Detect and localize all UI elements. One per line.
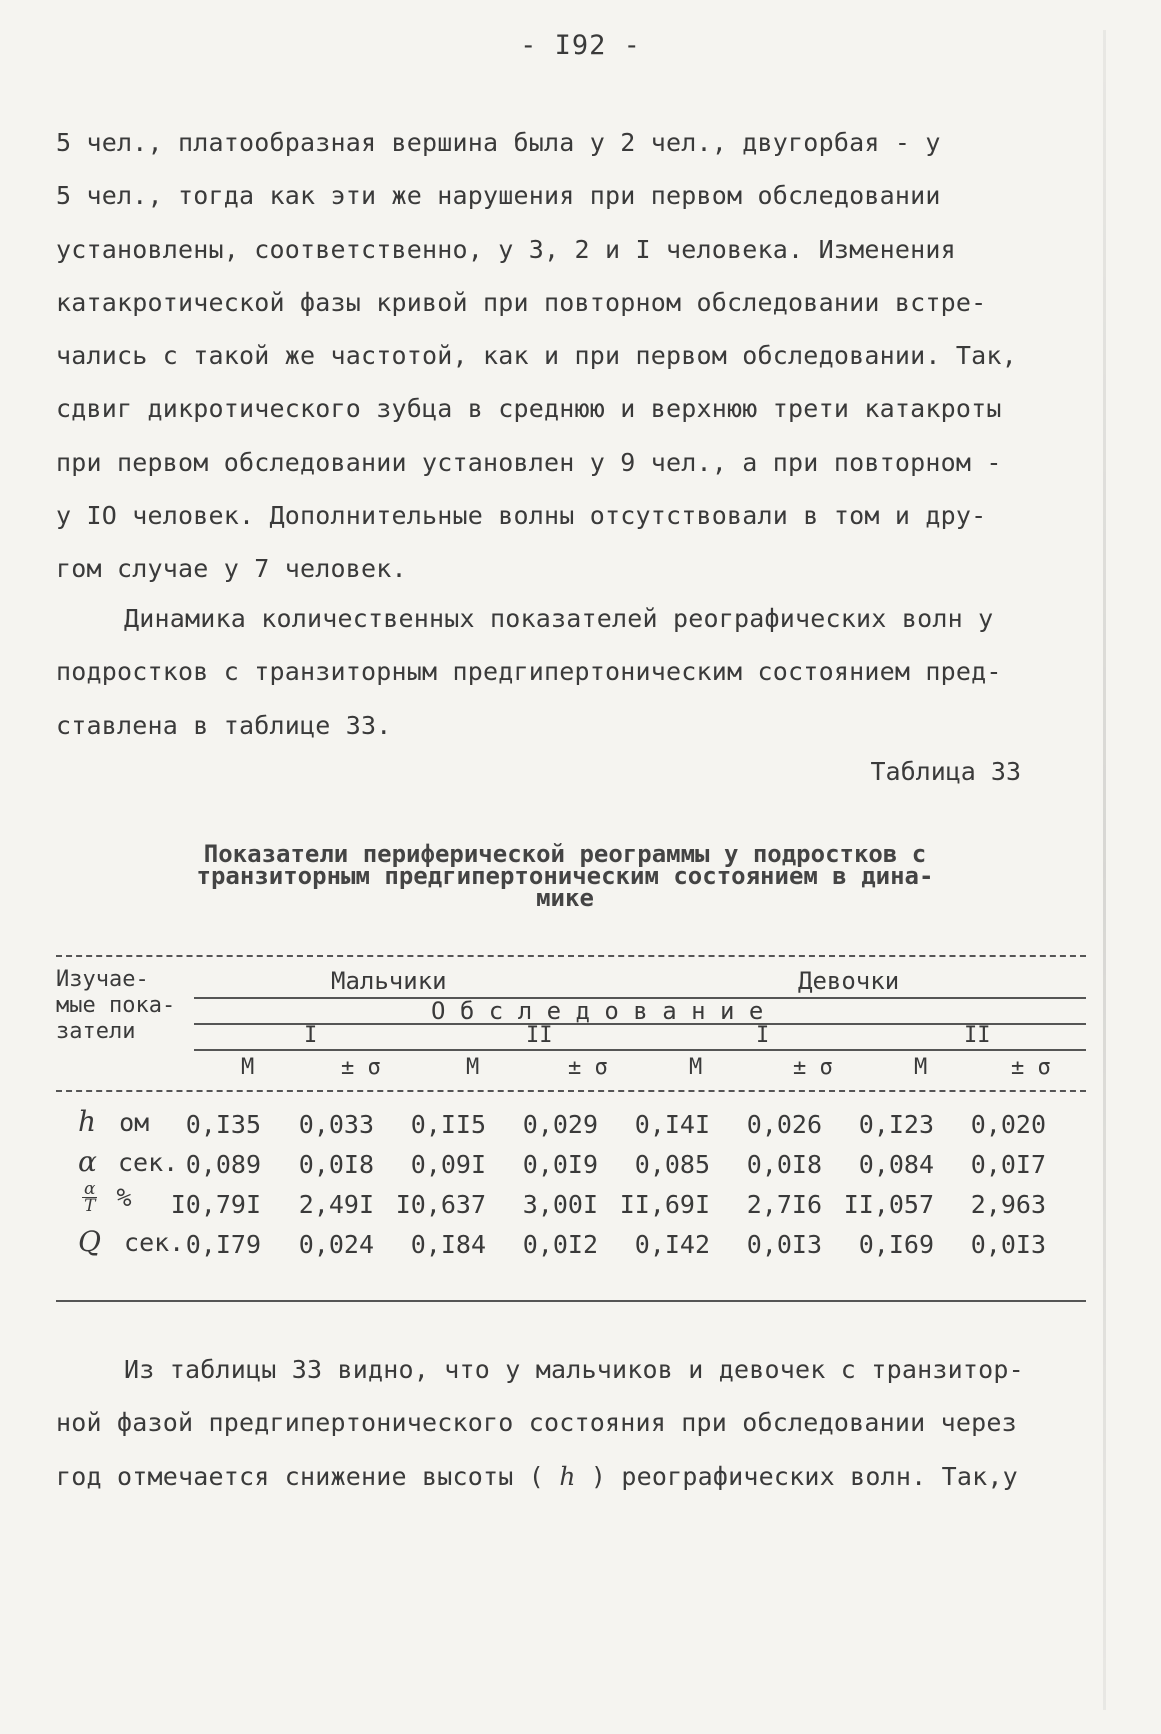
- table-cell: 0,I69: [858, 1230, 934, 1259]
- corner-header-line: мые пока-: [56, 993, 176, 1018]
- row-unit: сек.: [124, 1228, 185, 1257]
- corner-header-line: Изучае-: [56, 967, 149, 992]
- table-cell: 0,0I3: [746, 1230, 822, 1259]
- table-caption-line: мике: [536, 884, 594, 912]
- table-cell: 0,033: [298, 1110, 374, 1139]
- paragraph-line: 5 чел., тогда как эти же нарушения при первом обследовании: [56, 181, 941, 211]
- col-header-m: M: [914, 1055, 928, 1080]
- table-caption-line: Показатели периферической реограммы у подростков с: [203, 840, 927, 868]
- exam-number-girls-1: I: [756, 1023, 770, 1048]
- table-label: Таблица 33: [870, 757, 1021, 786]
- paragraph-line: при первом обследовании установлен у 9 чел., а при повторном -: [56, 447, 1002, 477]
- table-cell: 2,7I6: [746, 1190, 822, 1219]
- exam-underline: [194, 1023, 1086, 1025]
- table-cell: 0,020: [970, 1110, 1046, 1139]
- table-cell: 0,085: [634, 1150, 710, 1179]
- alpha-symbol: α: [78, 1145, 97, 1178]
- corner-header-line: затели: [56, 1019, 136, 1044]
- table-cell: 3,00I: [522, 1190, 598, 1219]
- table-cell: 0,II5: [410, 1110, 486, 1139]
- table-cell: I0,79I: [170, 1190, 261, 1219]
- table-cell: 0,0I9: [522, 1150, 598, 1179]
- col-header-m: M: [241, 1055, 255, 1080]
- table-cell: 0,024: [298, 1230, 374, 1259]
- table-cell: 0,0I7: [970, 1150, 1046, 1179]
- alpha-over-t-symbol: [82, 1181, 97, 1214]
- row-unit: ом: [119, 1108, 150, 1137]
- table-cell: II,69I: [619, 1190, 710, 1219]
- table-cell: 0,089: [185, 1150, 261, 1179]
- data-table: [56, 955, 1086, 1325]
- paragraph-line: у IO человек. Дополнительные волны отсутствовали в том и дру-: [56, 501, 987, 531]
- paragraph-line: Динамика количественных показателей реографических волн у: [124, 604, 994, 633]
- col-header-sigma: ± σ: [793, 1055, 833, 1080]
- table-cell: 0,084: [858, 1150, 934, 1179]
- group-header-boys: Мальчики: [331, 967, 447, 995]
- q-symbol: Q: [78, 1225, 101, 1258]
- exam-number-underline: [194, 1049, 1086, 1051]
- col-header-sigma: ± σ: [341, 1055, 381, 1080]
- table-cell: 0,0I2: [522, 1230, 598, 1259]
- fraction-numerator: α: [84, 1179, 96, 1199]
- table-cell: 0,0I8: [746, 1150, 822, 1179]
- exam-number-girls-2: II: [964, 1023, 991, 1048]
- table-cell: 0,0I8: [298, 1150, 374, 1179]
- group-header-girls: Девочки: [798, 967, 900, 995]
- row-unit: %: [116, 1183, 132, 1212]
- paragraph-2: [56, 592, 1066, 752]
- table-cell: 0,I4I: [634, 1110, 710, 1139]
- paragraph-1: [56, 116, 1066, 596]
- col-header-m: M: [689, 1055, 703, 1080]
- table-rule-top: [56, 955, 1086, 957]
- table-cell: I0,637: [395, 1190, 486, 1219]
- table-cell: 0,I42: [634, 1230, 710, 1259]
- table-cell: 0,0I3: [970, 1230, 1046, 1259]
- row-label-h: [78, 1105, 149, 1138]
- col-header-sigma: ± σ: [568, 1055, 608, 1080]
- col-header-m: M: [466, 1055, 480, 1080]
- paragraph-line: ной фазой предгипертонического состояния при обследовании через: [56, 1408, 1017, 1438]
- row-unit: сек.: [117, 1148, 179, 1177]
- table-cell: 2,49I: [298, 1190, 374, 1219]
- paragraph-line: подростков с транзиторным предгипертоническим состоянием пред-: [56, 657, 1002, 687]
- table-rule-header: [56, 1090, 1086, 1092]
- row-label-alpha-over-t: [82, 1181, 132, 1214]
- paragraph-line: гом случае у 7 человек.: [56, 554, 407, 584]
- paragraph-text: ) реографических волн. Так,у: [590, 1461, 1018, 1491]
- table-caption: [150, 840, 980, 912]
- page-edge-shadow: [1103, 30, 1106, 1710]
- table-cell: 0,I23: [858, 1110, 934, 1139]
- h-symbol: h: [559, 1461, 576, 1491]
- table-cell: 0,I84: [410, 1230, 486, 1259]
- table-rule-bottom: [56, 1300, 1086, 1302]
- paragraph-3: [56, 1343, 1066, 1503]
- paragraph-line: Из таблицы 33 видно, что у мальчиков и девочек с транзитор-: [124, 1355, 1024, 1384]
- h-symbol: h: [78, 1105, 97, 1138]
- exam-number-boys-2: II: [526, 1023, 553, 1048]
- paragraph-line: 5 чел., платообразная вершина была у 2 чел., двугорбая - у: [56, 128, 941, 157]
- col-header-sigma: ± σ: [1011, 1055, 1051, 1080]
- table-cell: II,057: [843, 1190, 934, 1219]
- paragraph-text: год отмечается снижение высоты (: [56, 1461, 545, 1491]
- table-cell: 0,I79: [185, 1230, 261, 1259]
- paragraph-line: ставлена в таблице 33.: [56, 710, 392, 740]
- table-caption-line: транзиторным предгипертоническим состоянием в дина-: [196, 862, 934, 890]
- paragraph-line: [56, 1450, 1066, 1503]
- paragraph-line: сдвиг дикротического зубца в среднюю и верхнюю трети катакроты: [56, 394, 1002, 424]
- paragraph-line: установлены, соответственно, у 3, 2 и I человека. Изменения: [56, 234, 956, 264]
- exam-number-boys-1: I: [304, 1023, 318, 1048]
- table-cell: 0,029: [522, 1110, 598, 1139]
- page-number: - I92 -: [520, 30, 641, 61]
- exam-header: О б с л е д о в а н и е: [431, 997, 764, 1025]
- fraction-denominator: T: [84, 1196, 96, 1216]
- table-cell: 0,09I: [410, 1150, 486, 1179]
- paragraph-line: катакротической фазы кривой при повторном обследовании встре-: [56, 287, 987, 317]
- table-cell: 0,026: [746, 1110, 822, 1139]
- table-cell: 0,I35: [185, 1110, 261, 1139]
- paragraph-line: чались с такой же частотой, как и при первом обследовании. Так,: [56, 341, 1017, 371]
- table-cell: 2,963: [970, 1190, 1046, 1219]
